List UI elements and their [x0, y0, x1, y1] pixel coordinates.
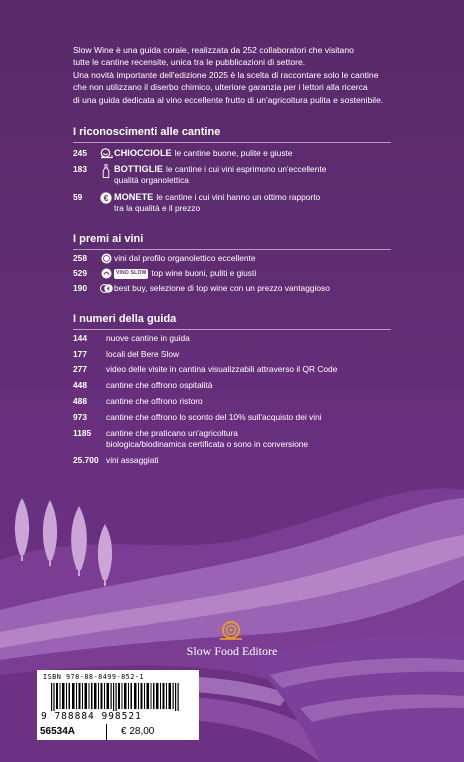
- item-keyword: CHIOCCIOLE: [114, 148, 172, 158]
- grande-vino-icon: [98, 253, 114, 264]
- list-item: [73, 148, 403, 159]
- price: € 28,00: [107, 724, 199, 740]
- barcode-bars: [51, 683, 191, 711]
- list-item: [73, 349, 403, 360]
- item-text: [114, 192, 403, 214]
- vino-slow-icon: [98, 268, 114, 279]
- item-description: cantine che offrono ristoro: [106, 396, 203, 406]
- item-number: 183: [73, 164, 87, 174]
- list-item: [73, 253, 403, 264]
- item-description: le cantine i cui vini esprimono un'eccellente: [166, 164, 327, 174]
- item-number: 25.700: [73, 455, 99, 465]
- item-description: le cantine i cui vini hanno un ottimo rapporto: [156, 192, 321, 202]
- item-number: 190: [73, 283, 87, 293]
- intro-paragraph: [73, 44, 413, 106]
- intro-line: Una novità importante dell'edizione 2025 è la scelta di raccontare solo le cantine: [73, 69, 379, 80]
- svg-text:€: €: [106, 286, 110, 293]
- item-description: vini dal profilo organolettico eccellente: [114, 253, 256, 263]
- slow-food-snail-logo: [218, 620, 244, 642]
- item-description: video delle visite in cantina visualizzabili attraverso il QR Code: [106, 364, 338, 374]
- euro-icon: [98, 192, 114, 214]
- item-keyword: MONETE: [114, 192, 154, 202]
- item-description: cantine che offrono ospitalità: [106, 380, 213, 390]
- svg-text:€: €: [103, 193, 109, 203]
- list-item: [73, 268, 403, 279]
- intro-line: Slow Wine è una guida corale, realizzata da 252 collaboratori che visitano: [73, 45, 354, 55]
- item-description-cont: biologica/biodinamica certificata o sono in conversione: [106, 439, 309, 449]
- item-number: 488: [73, 396, 87, 406]
- intro-line: tutte le cantine recensite, unica tra le pubblicazioni di settore.: [73, 57, 306, 68]
- item-number: 245: [73, 148, 87, 158]
- list-item: [73, 428, 403, 450]
- item-description: cantine che praticano un'agricoltura: [106, 428, 238, 438]
- item-description-cont: tra la qualità e il prezzo: [114, 203, 201, 213]
- item-number: 258: [73, 253, 87, 263]
- intro-line: di una guida dedicata al vino eccellente frutto di un'agricoltura pulita e sostenibile.: [73, 94, 384, 105]
- list-item: [73, 283, 403, 294]
- item-description: locali del Bere Slow: [106, 349, 180, 359]
- section-title-riconoscimenti: I riconoscimenti alle cantine: [73, 126, 221, 138]
- price-row: [37, 724, 199, 740]
- item-description: nuove cantine in guida: [106, 333, 190, 343]
- bottle-icon: [98, 164, 114, 186]
- vino-quotidiano-icon: [98, 283, 114, 294]
- item-number: 529: [73, 268, 87, 278]
- publisher-name: Slow Food Editore: [186, 644, 278, 658]
- list-item: [73, 412, 403, 423]
- list-item: [73, 333, 403, 344]
- item-description: le cantine buone, pulite e giuste: [174, 148, 293, 158]
- vino-slow-badge: VINO SLOW: [114, 269, 148, 279]
- item-number: 144: [73, 333, 87, 343]
- item-description: cantine che offrono lo sconto del 10% sull'acquisto dei vini: [106, 412, 322, 422]
- snail-icon: [98, 148, 114, 159]
- item-description: vini assaggiati: [106, 455, 159, 465]
- item-text: [106, 428, 403, 450]
- item-text: [114, 164, 403, 186]
- item-keyword: BOTTIGLIE: [114, 164, 163, 174]
- item-number: 448: [73, 380, 87, 390]
- section-title-premi: I premi ai vini: [73, 233, 144, 245]
- item-description: top wine buoni, puliti e giusti: [151, 268, 257, 278]
- item-text: [114, 148, 403, 159]
- item-number: 277: [73, 364, 87, 374]
- list-item: [73, 164, 403, 186]
- list-item: [73, 380, 403, 391]
- item-number: 177: [73, 349, 87, 359]
- item-description-cont: qualità organolettica: [114, 175, 189, 185]
- list-item: [73, 192, 403, 214]
- section-divider: [73, 329, 391, 330]
- item-number: 973: [73, 412, 87, 422]
- section-divider: [73, 249, 391, 250]
- list-item: [73, 396, 403, 407]
- item-number: 59: [73, 192, 83, 202]
- item-description: best buy, selezione di top wine con un prezzo vantaggioso: [114, 283, 330, 293]
- section-divider: [73, 142, 391, 143]
- ean-number: 9 788884 998521: [41, 711, 142, 722]
- isbn-text: ISBN 978-88-8499-852-1: [43, 673, 145, 681]
- product-code: 56534A: [37, 724, 107, 740]
- intro-line: che non utilizzano il diserbo chimico, ulteriore garanzia per i lettori alla ricerca: [73, 82, 368, 93]
- section-title-numeri: I numeri della guida: [73, 313, 177, 325]
- list-item: [73, 364, 403, 375]
- item-number: 1185: [73, 428, 92, 438]
